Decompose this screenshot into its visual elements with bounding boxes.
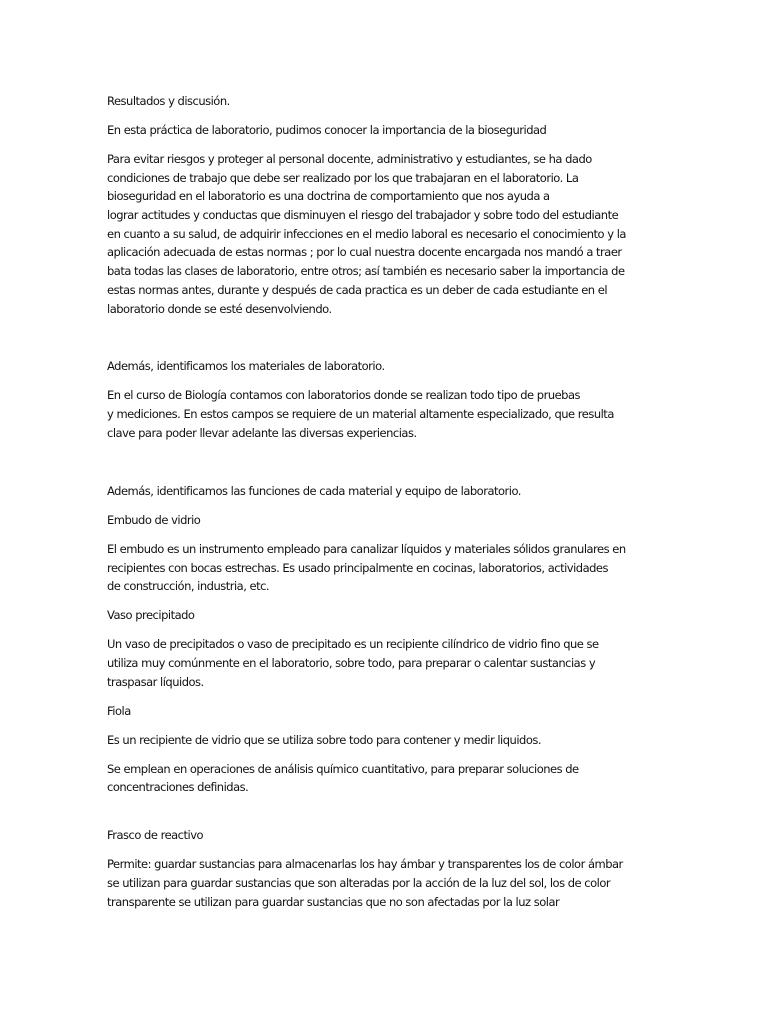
paragraph-line: lograr actitudes y conductas que disminuyen el riesgo del trabajador y sobre todo del estudiante	[107, 208, 619, 222]
paragraph-line: en cuanto a su salud, de adquirir infecciones en el medio laboral es necesario el conocimiento y la	[107, 227, 626, 241]
paragraph-line: utiliza muy comúnmente en el laboratorio, sobre todo, para preparar o calentar sustancias y	[107, 656, 596, 670]
paragraph-line: bioseguridad en el laboratorio es una doctrina de comportamiento que nos ayuda a	[107, 189, 550, 203]
paragraph-line: Se emplean en operaciones de análisis químico cuantitativo, para preparar soluciones de	[107, 762, 579, 776]
paragraph-line: Además, identificamos las funciones de cada material y equipo de laboratorio.	[107, 484, 521, 498]
paragraph-line: y mediciones. En estos campos se requiere de un material altamente especializado, que resulta	[107, 407, 614, 421]
paragraph-line: aplicación adecuada de estas normas ; por lo cual nuestra docente encargada nos mandó a traer	[107, 245, 622, 259]
section-heading: Resultados y discusión.	[107, 94, 230, 108]
paragraph-line: Para evitar riesgos y proteger al personal docente, administrativo y estudiantes, se ha dado	[107, 152, 592, 166]
paragraph-line: se utilizan para guardar sustancias que son alteradas por la acción de la luz del sol, los de color	[107, 876, 611, 890]
paragraph-line: de construcción, industria, etc.	[107, 579, 270, 593]
paragraph-line: clave para poder llevar adelante las diversas experiencias.	[107, 426, 417, 440]
paragraph-line: traspasar líquidos.	[107, 675, 204, 689]
paragraph-line: laboratorio donde se esté desenvolviendo.	[107, 302, 332, 316]
paragraph-line: condiciones de trabajo que debe ser realizado por los que trabajaran en el laboratorio. La	[107, 171, 579, 185]
subsection-heading: Frasco de reactivo	[107, 828, 204, 842]
paragraph-line: Permite: guardar sustancias para almacenarlas los hay ámbar y transparentes los de color ámbar	[107, 857, 623, 871]
subsection-heading: Vaso precipitado	[107, 608, 195, 622]
paragraph-line: En esta práctica de laboratorio, pudimos conocer la importancia de la bioseguridad	[107, 123, 547, 137]
paragraph-line: El embudo es un instrumento empleado para canalizar líquidos y materiales sólidos granulares en	[107, 542, 626, 556]
paragraph-line: bata todas las clases de laboratorio, entre otros; así también es necesario saber la importancia de	[107, 264, 625, 278]
paragraph-line: transparente se utilizan para guardar sustancias que no son afectadas por la luz solar	[107, 895, 560, 909]
paragraph-line: Además, identificamos los materiales de laboratorio.	[107, 359, 385, 373]
paragraph-line: Es un recipiente de vidrio que se utiliza sobre todo para contener y medir liquidos.	[107, 733, 542, 747]
paragraph-line: recipientes con bocas estrechas. Es usado principalmente en cocinas, laboratorios, actividades	[107, 561, 608, 575]
subsection-heading: Embudo de vidrio	[107, 513, 201, 527]
paragraph-line: concentraciones definidas.	[107, 780, 249, 794]
paragraph-line: estas normas antes, durante y después de cada practica es un deber de cada estudiante en el	[107, 283, 608, 297]
subsection-heading: Fiola	[107, 704, 131, 718]
paragraph-line: En el curso de Biología contamos con laboratorios donde se realizan todo tipo de pruebas	[107, 388, 581, 402]
paragraph-line: Un vaso de precipitados o vaso de precipitado es un recipiente cilíndrico de vidrio fino que se	[107, 637, 599, 651]
